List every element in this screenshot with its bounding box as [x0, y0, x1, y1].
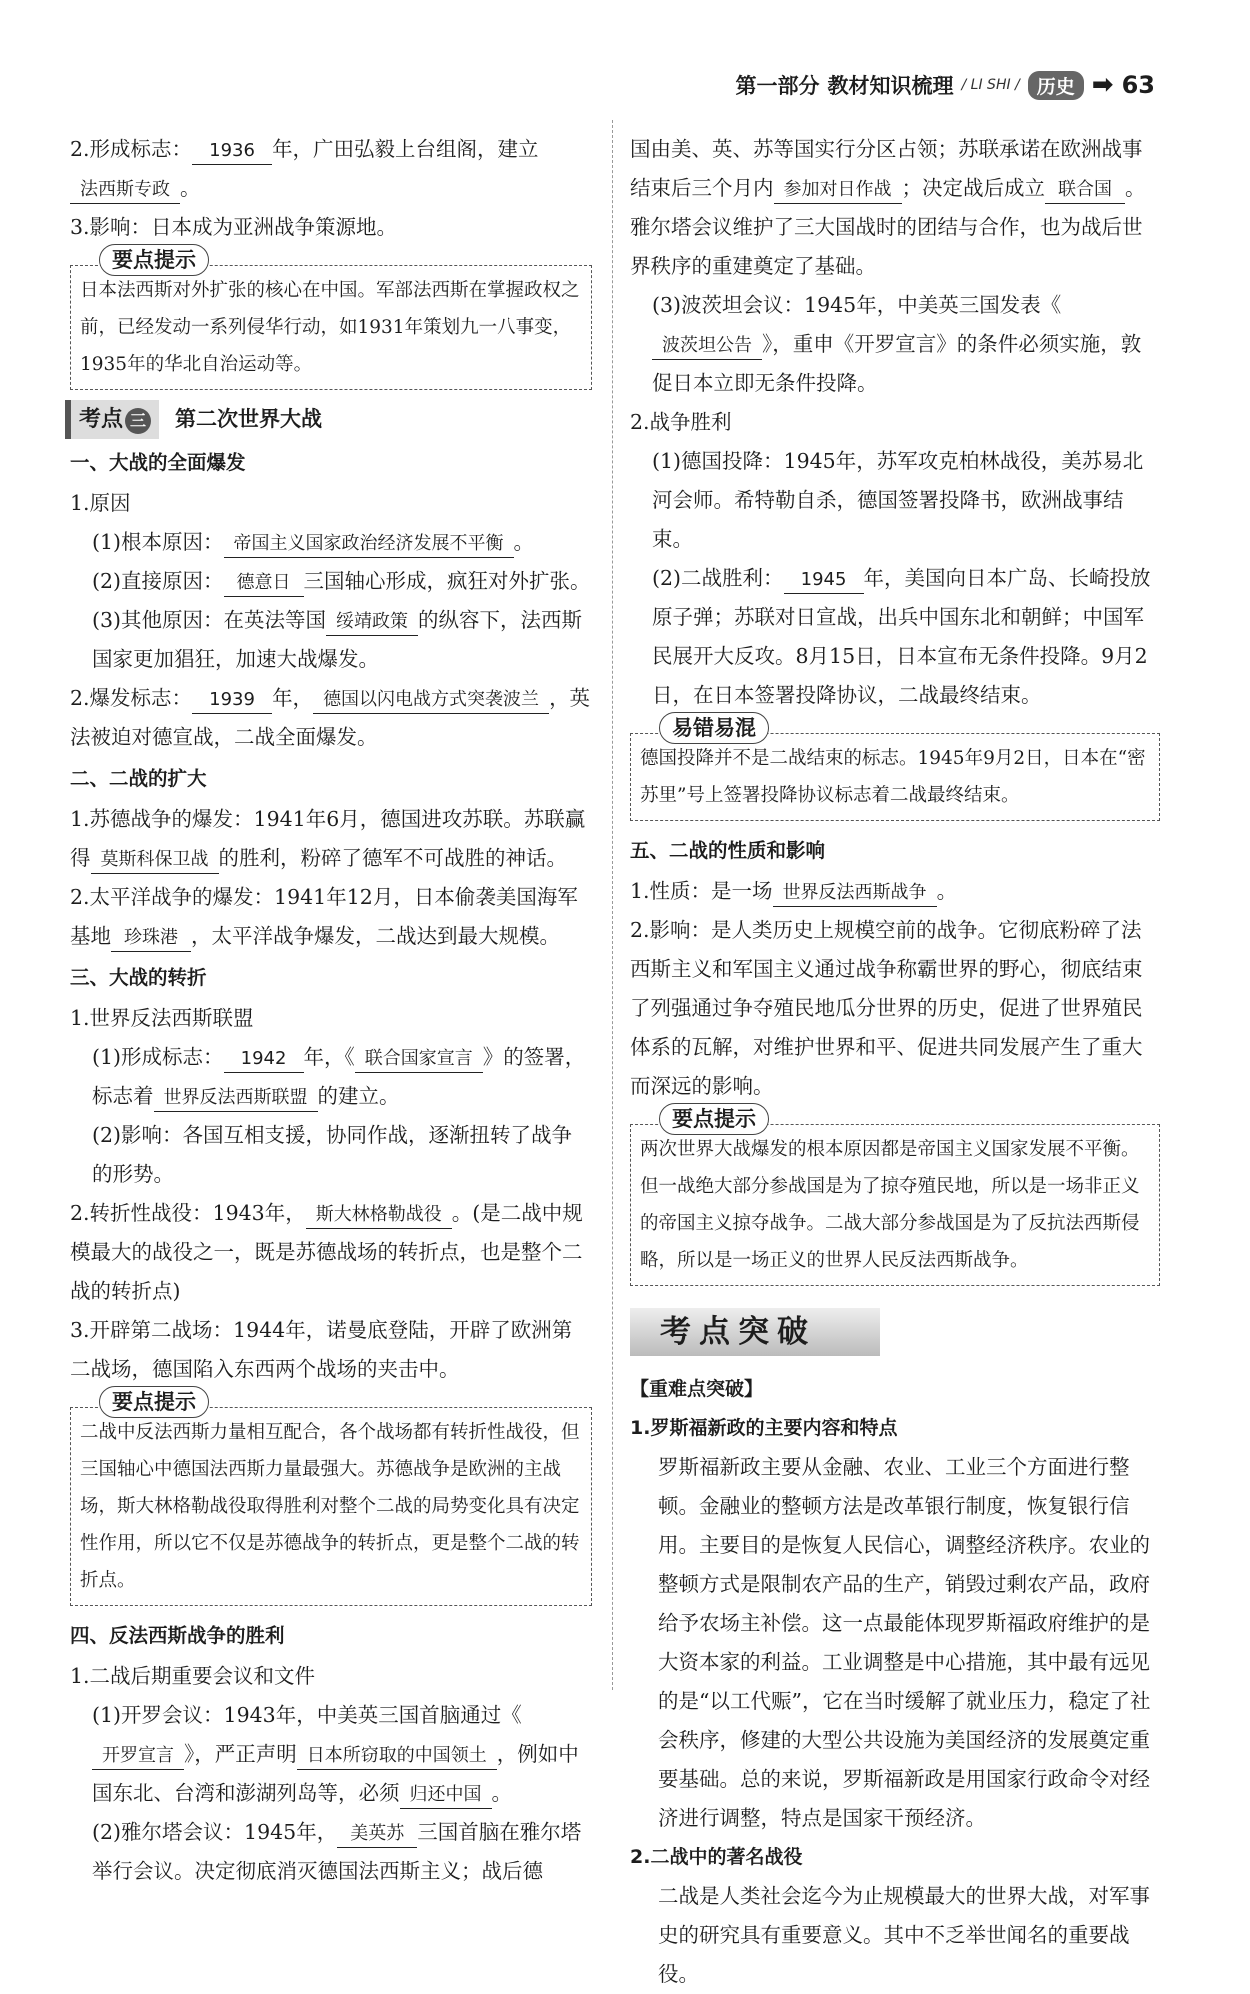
tip-tag: 要点提示 — [99, 1386, 209, 1418]
section-title: 第二次世界大战 — [175, 407, 323, 431]
tip-tag: 易错易混 — [659, 712, 769, 744]
list-item: 1.苏德战争的爆发：1941年6月，德国进攻苏联。苏联赢得 莫斯科保卫战 的胜利，粉碎了德军不可战胜的神话。 — [70, 800, 592, 878]
subheading: 五、二战的性质和影响 — [630, 839, 826, 862]
list-item: (2)直接原因： 德意日 三国轴心形成，疯狂对外扩张。 — [70, 562, 592, 601]
header-section: 第一部分 — [735, 74, 820, 98]
influence-line: 3.影响：日本成为亚洲战争策源地。 — [70, 215, 398, 239]
page-header — [736, 70, 1155, 100]
tip-text: 两次世界大战爆发的根本原因都是帝国主义国家发展不平衡。但一战绝大部分参战国是为了掠夺殖民地，所以是一场非正义的帝国主义掠夺战争。二战大部分参战国是为了反抗法西斯侵略，所以是一场正义的世界人民反法西斯战争。 — [640, 1139, 1140, 1271]
list-item: 国由美、英、苏等国实行分区占领；苏联承诺在欧洲战事结束后三个月内 参加对日作战 ；决定战后成立 联合国 。雅尔塔会议维护了三大国战时的团结与合作，也为战后世界秩序的重建奠定了基础。 — [630, 137, 1146, 278]
blank-fascist: 法西斯专政 — [70, 177, 180, 204]
header-sub: / LI SHI / — [961, 77, 1020, 93]
list-item: (3)其他原因：在英法等国 绥靖政策 的纵容下，法西斯国家更加猖狂，加速大战爆发。 — [92, 608, 583, 671]
subheading: 一、大战的全面爆发 — [70, 451, 246, 474]
formation-line: 2.形成标志： 1936 年，广田弘毅上台组阁，建立法西斯专政 。 — [70, 130, 592, 208]
kaodian-number: 三 — [125, 408, 151, 434]
list-item: (2)二战胜利： 1945 年，美国向日本广岛、长崎投放原子弹；苏联对日宣战，出兵中国东北和朝鲜；中国军民展开大反攻。8月15日，日本宣布无条件投降。9月2日，在日本签署投降协议，二战最终结束。 — [652, 566, 1151, 707]
list-item: (2)雅尔塔会议：1945年， 美英苏 三国首脑在雅尔塔举行会议。决定彻底消灭德国法西斯主义；战后德 — [92, 1820, 582, 1883]
list-item: 1.二战后期重要会议和文件 — [70, 1664, 316, 1688]
tip-text: 二战中反法西斯力量相互配合，各个战场都有转折性战役，但三国轴心中德国法西斯力量最强大。苏德战争是欧洲的主战场，斯大林格勒战役取得胜利对整个二战的局势变化具有决定性作用，所以它不仅是苏德战争的转折点，更是整个二战的转折点。 — [80, 1422, 580, 1591]
list-item: 3.开辟第二战场：1944年，诺曼底登陆，开辟了欧洲第二战场，德国陷入东西两个战场的夹击中。 — [70, 1318, 573, 1381]
list-item: 2.转折性战役：1943年， 斯大林格勒战役 。(是二战中规模最大的战役之一，既是苏德战场的转折点，也是整个二战的转折点) — [70, 1201, 583, 1303]
tip-box-4 — [630, 1107, 1160, 1286]
tip-box-2 — [70, 1390, 592, 1606]
blank-1936: 1936 — [192, 138, 272, 165]
list-item: (2)影响：各国互相支援，协同作战，逐渐扭转了战争的形势。 — [92, 1123, 573, 1186]
list-item: 2.爆发标志： 1939 年， 德国以闪电战方式突袭波兰 ，英法被迫对德宣战，二战全面爆发。 — [70, 686, 591, 749]
list-item: 2.战争胜利 — [630, 410, 732, 434]
list-item: (1)形成标志： 1942 年，《 联合国家宣言 》的签署，标志着 世界反法西斯联盟 的建立。 — [70, 1038, 592, 1116]
breakthrough-banner: 考点突破 — [630, 1308, 880, 1356]
paragraph: 罗斯福新政主要从金融、农业、工业三个方面进行整顿。金融业的整顿方法是改革银行制度，恢复银行信用。主要目的是恢复人民信心，调整经济秩序。农业的整顿方式是限制农产品的生产，销毁过剩农产品，政府给予农场主补偿。这一点最能体现罗斯福政府维护的是大资本家的利益。工业调整是中心措施，其中最有远见的是“以工代赈”，它在当时缓解了就业压力，稳定了社会秩序，修建的大型公共设施为美国经济的发展奠定重要基础。总的来说，罗斯福新政是用国家行政命令对经济进行调整，特点是国家干预经济。 — [658, 1455, 1151, 1830]
tip-text: 日本法西斯对外扩张的核心在中国。军部法西斯在掌握政权之前，已经发动一系列侵华行动，如1931年策划九一八事变，1935年的华北自治运动等。 — [80, 280, 580, 375]
tip-box-3 — [630, 716, 1160, 821]
list-item: 2.影响：是人类历史上规模空前的战争。它彻底粉碎了法西斯主义和军国主义通过战争称霸世界的野心，彻底结束了列强通过争夺殖民地瓜分世界的历史，促进了世界殖民体系的瓦解，对维护世界和平、促进共同发展产生了重大而深远的影响。 — [630, 918, 1143, 1098]
list-item: (3)波茨坦会议：1945年，中美英三国发表《波茨坦公告 》，重申《开罗宣言》的条件必须实施，敦促日本立即无条件投降。 — [652, 293, 1142, 395]
kaodian-label: 考点 三 — [65, 400, 159, 439]
list-item: (1)根本原因： 帝国主义国家政治经济发展不平衡 。 — [70, 523, 592, 562]
header-title: 教材知识梳理 — [827, 74, 954, 98]
list-item: 1.世界反法西斯联盟 — [70, 1006, 254, 1030]
subheading: 三、大战的转折 — [70, 966, 207, 989]
column-divider — [612, 120, 613, 1690]
tip-tag: 要点提示 — [99, 244, 209, 276]
subheading: 二、二战的扩大 — [70, 767, 207, 790]
tip-tag: 要点提示 — [659, 1103, 769, 1135]
subheading: 四、反法西斯战争的胜利 — [70, 1624, 285, 1647]
subheading: 【重难点突破】 — [630, 1378, 764, 1400]
list-item: (1)德国投降：1945年，苏军攻克柏林战役，美苏易北河会师。希特勒自杀，德国签署投降书，欧洲战事结束。 — [652, 449, 1144, 551]
left-column — [70, 130, 592, 1891]
subheading: 2.二战中的著名战役 — [630, 1846, 803, 1868]
paragraph: 二战是人类社会迄今为止规模最大的世界大战，对军事史的研究具有重要意义。其中不乏举世闻名的重要战役。 — [658, 1884, 1150, 1986]
subheading: 1.罗斯福新政的主要内容和特点 — [630, 1417, 898, 1439]
list-item: 1.性质：是一场 世界反法西斯战争 。 — [630, 872, 1160, 911]
list-item: 1.原因 — [70, 491, 131, 515]
section-heading — [65, 400, 592, 439]
header-subject: 历史 — [1028, 71, 1084, 100]
page-number: 63 — [1121, 71, 1155, 99]
list-item: (1)开罗会议：1943年，中美英三国首脑通过《开罗宣言 》，严正声明 日本所窃取的中国领土 ，例如中国东北、台湾和澎湖列岛等，必须 归还中国 。 — [70, 1696, 592, 1813]
tip-text: 德国投降并不是二战结束的标志。1945年9月2日，日本在“密苏里”号上签署投降协议标志着二战最终结束。 — [640, 748, 1146, 806]
right-column — [630, 130, 1160, 1994]
arrow-right-icon: ➡ — [1091, 70, 1114, 100]
list-item: 2.太平洋战争的爆发：1941年12月，日本偷袭美国海军基地 珍珠港 ，太平洋战争爆发，二战达到最大规模。 — [70, 878, 592, 956]
tip-box-1 — [70, 248, 592, 390]
